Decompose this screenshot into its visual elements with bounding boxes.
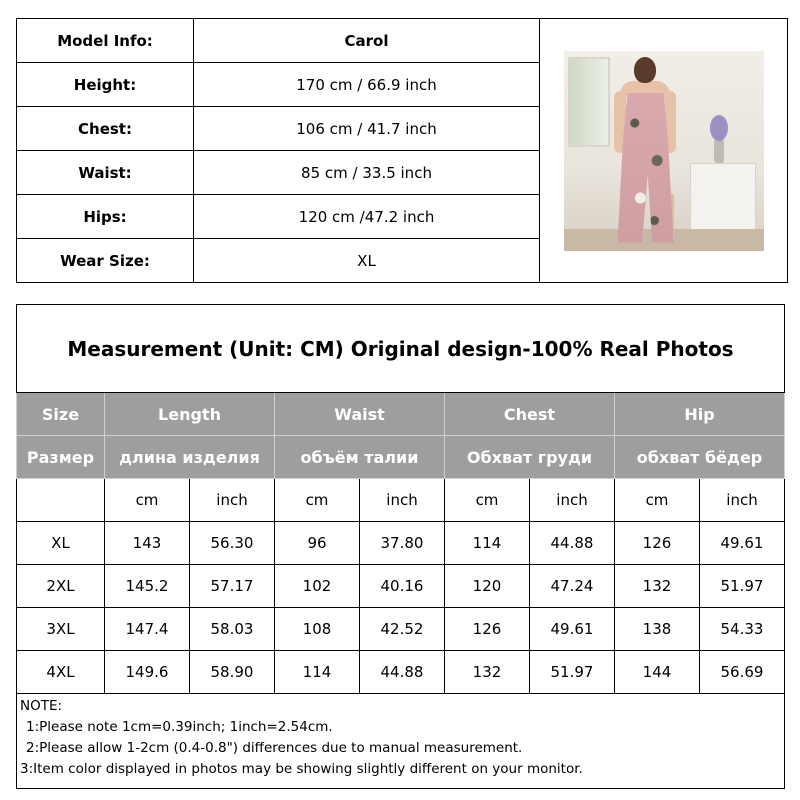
hip-cm: 132 — [615, 565, 700, 608]
chest-inch: 49.61 — [530, 608, 615, 651]
header-length: Length — [105, 393, 275, 436]
unit-cell: cm — [445, 479, 530, 522]
note-line: 1:Please note 1cm=0.39inch; 1inch=2.54cm. — [26, 719, 333, 735]
chest-cm: 132 — [445, 651, 530, 694]
unit-cell: inch — [360, 479, 445, 522]
header-chest: Chest — [445, 393, 615, 436]
waist-value: 85 cm / 33.5 inch — [194, 151, 540, 195]
chest-value: 106 cm / 41.7 inch — [194, 107, 540, 151]
chest-inch: 51.97 — [530, 651, 615, 694]
size-row-xl — [17, 522, 785, 565]
unit-cell: cm — [615, 479, 700, 522]
model-info-row — [17, 19, 788, 63]
header-waist-ru: объём талии — [275, 436, 445, 479]
waist-label: Waist: — [17, 151, 194, 195]
chest-label: Chest: — [17, 107, 194, 151]
unit-cell: cm — [275, 479, 360, 522]
model-info-table — [16, 18, 788, 283]
hip-inch: 54.33 — [700, 608, 785, 651]
waist-cm: 108 — [275, 608, 360, 651]
header-waist: Waist — [275, 393, 445, 436]
note-line: 3:Item color displayed in photos may be showing slightly different on your monitor. — [20, 761, 583, 777]
units-blank — [17, 479, 105, 522]
photo-vase — [714, 139, 724, 163]
header-size: Size — [17, 393, 105, 436]
chest-cm: 114 — [445, 522, 530, 565]
chest-inch: 47.24 — [530, 565, 615, 608]
length-cm: 149.6 — [105, 651, 190, 694]
chest-inch: 44.88 — [530, 522, 615, 565]
unit-cell: inch — [700, 479, 785, 522]
size-label: 3XL — [17, 608, 105, 651]
length-cm: 143 — [105, 522, 190, 565]
header-chest-ru: Обхват груди — [445, 436, 615, 479]
size-label: 2XL — [17, 565, 105, 608]
waist-inch: 44.88 — [360, 651, 445, 694]
header-size-ru: Размер — [17, 436, 105, 479]
waist-cm: 114 — [275, 651, 360, 694]
hip-cm: 144 — [615, 651, 700, 694]
note-line: 2:Please allow 1-2cm (0.4-0.8") differences due to manual measurement. — [26, 740, 523, 756]
hip-cm: 138 — [615, 608, 700, 651]
length-inch: 58.90 — [190, 651, 275, 694]
hip-inch: 49.61 — [700, 522, 785, 565]
length-inch: 57.17 — [190, 565, 275, 608]
hip-inch: 51.97 — [700, 565, 785, 608]
measurement-title: Measurement (Unit: CM) Original design-100% Real Photos — [17, 305, 785, 393]
model-name: Carol — [194, 19, 540, 63]
wear-size-label: Wear Size: — [17, 239, 194, 283]
waist-cm: 102 — [275, 565, 360, 608]
units-row — [17, 479, 785, 522]
unit-cell: inch — [530, 479, 615, 522]
chest-cm: 126 — [445, 608, 530, 651]
size-row-2xl — [17, 565, 785, 608]
unit-cell: inch — [190, 479, 275, 522]
height-label: Height: — [17, 63, 194, 107]
title-row — [17, 305, 785, 393]
photo-cabinet — [690, 163, 756, 231]
waist-cm: 96 — [275, 522, 360, 565]
model-photo — [564, 51, 764, 251]
header-length-ru: длина изделия — [105, 436, 275, 479]
length-cm: 147.4 — [105, 608, 190, 651]
photo-head — [634, 57, 656, 83]
header-row-russian — [17, 436, 785, 479]
hips-label: Hips: — [17, 195, 194, 239]
chest-cm: 120 — [445, 565, 530, 608]
height-value: 170 cm / 66.9 inch — [194, 63, 540, 107]
notes-block — [17, 694, 785, 789]
length-cm: 145.2 — [105, 565, 190, 608]
length-inch: 58.03 — [190, 608, 275, 651]
header-hip-ru: обхват бёдер — [615, 436, 785, 479]
size-row-3xl — [17, 608, 785, 651]
length-inch: 56.30 — [190, 522, 275, 565]
size-row-4xl — [17, 651, 785, 694]
hip-inch: 56.69 — [700, 651, 785, 694]
header-hip: Hip — [615, 393, 785, 436]
measurement-table — [16, 304, 785, 789]
wear-size-value: XL — [194, 239, 540, 283]
photo-flower — [710, 115, 728, 141]
photo-dress — [618, 93, 674, 243]
waist-inch: 37.80 — [360, 522, 445, 565]
unit-cell: cm — [105, 479, 190, 522]
size-label: XL — [17, 522, 105, 565]
header-row-english — [17, 393, 785, 436]
model-info-label: Model Info: — [17, 19, 194, 63]
notes-row — [17, 694, 785, 789]
waist-inch: 42.52 — [360, 608, 445, 651]
notes-heading: NOTE: — [20, 698, 63, 714]
size-label: 4XL — [17, 651, 105, 694]
model-photo-cell — [540, 19, 788, 283]
waist-inch: 40.16 — [360, 565, 445, 608]
hips-value: 120 cm /47.2 inch — [194, 195, 540, 239]
photo-window — [568, 57, 610, 147]
hip-cm: 126 — [615, 522, 700, 565]
